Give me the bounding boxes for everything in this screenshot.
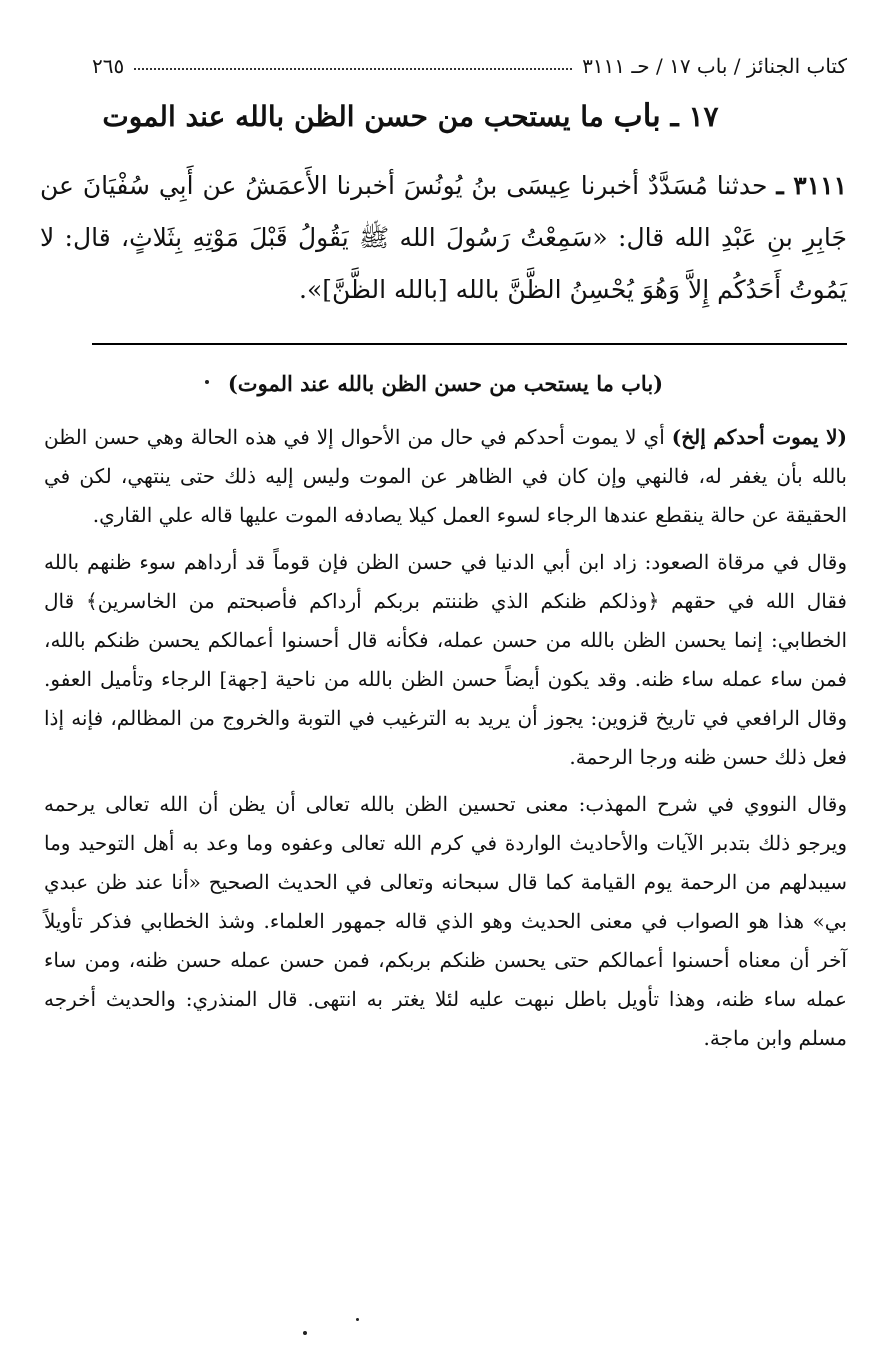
commentary-text: وقال النووي في شرح المهذب: معنى تحسين الظن بالله تعالى أن يظن أن الله تعالى يرحمه ويرجو ذلك بتدبر الآيات والأحاديث الواردة في كرم الله تعالى وعفوه وما وعد به أهل التوحيد وما سيبدلهم من الرحمة يوم القيامة كما قال سبحانه وتعالى في الحديث الصحيح «أنا عند ظن عبدي بي» هذا هو الصواب في معنى الحديث وهو الذي قاله جمهور العلماء. وشذ الخطابي فذكر تأويلاً آخر أن معناه أحسنوا أعمالكم حتى يحسن ظنكم بربكم، فمن حسن عمله حسن ظنه، ومن ساء عمله ساء ظنه، وهذا تأويل باطل نبهت عليه لئلا يغتر به انتهى. قال المنذري: والحديث أخرجه مسلم وابن ماجة. (44, 792, 847, 1050)
print-speck (356, 1318, 359, 1321)
chapter-heading (60, 94, 761, 139)
commentary-paragraph (44, 543, 847, 777)
hadith-number: ٣١١١ ـ (776, 171, 847, 200)
commentary-text: وقال في مرقاة الصعود: زاد ابن أبي الدنيا في حسن الظن فإن قوماً قد أرداهم سوء ظنهم بالله فقال الله في حقهم ﴿وذلكم ظنكم الذي ظننتم بربكم أرداكم فأصبحتم من الخاسرين﴾ قال الخطابي: إنما يحسن الظن بالله من حسن عمله، فكأنه قال أحسنوا أعمالكم يحسن ظنكم بالله، فمن ساء عمله ساء ظنه. وقد يكون أيضاً حسن الظن بالله من ناحية [جهة] الرجاء وتأميل العفو. وقال الرافعي في تاريخ قزوين: يجوز أن يريد به الترغيب في التوبة والخروج من المظالم، فإنه إذا فعل ذلك حسن ظنه ورجا الرحمة. (44, 550, 847, 769)
running-title: كتاب الجنائز / باب ١٧ / حـ ٣١١١ (582, 54, 847, 78)
commentary-paragraph (44, 418, 847, 535)
commentary-body (44, 418, 847, 1066)
chapter-title: ما يستحب من حسن الظن بالله عند الموت (102, 100, 604, 133)
commentary-text: أي لا يموت أحدكم في حال من الأحوال إلا في هذه الحالة وهي حسن الظن بالله بأن يغفر له، فالنهي وإن كان في الظاهر عن الموت وليس إليه ذلك حتى ينتهي، لكن في الحقيقة عن حالة ينقطع عندها الرجاء لسوء العمل كيلا يصادفه الموت عليها قاله علي القاري. (44, 425, 847, 527)
running-header (92, 46, 847, 86)
commentary-lead: (لا يموت أحدكم إلخ) (671, 425, 847, 449)
hadith-body: حدثنا مُسَدَّدٌ أخبرنا عِيسَى بنُ يُونُسَ أخبرنا الأَعمَشُ عن أَبِي سُفْيَانَ عن جَابِرِ بنِ عَبْدِ الله قال: «سَمِعْتُ رَسُولَ الله ﷺ يَقُولُ قَبْلَ مَوْتِهِ بِثَلاثٍ، قال: لا يَمُوتُ أَحَدُكُم إِلاَّ وَهُوَ يُحْسِنُ الظَّنَّ بالله [بالله الظَّنَّ]». (40, 171, 847, 304)
dotted-leader (134, 68, 572, 70)
print-speck (205, 380, 209, 384)
commentary-paragraph (44, 785, 847, 1058)
page-number: ٢٦٥ (92, 54, 125, 78)
chapter-number: ١٧ ـ (670, 100, 719, 133)
chapter-word: باب (613, 98, 661, 134)
section-divider (92, 343, 847, 345)
hadith-text-block (40, 160, 847, 316)
print-speck (303, 1331, 307, 1335)
commentary-title: (باب ما يستحب من حسن الظن بالله عند الموت) (227, 371, 664, 396)
